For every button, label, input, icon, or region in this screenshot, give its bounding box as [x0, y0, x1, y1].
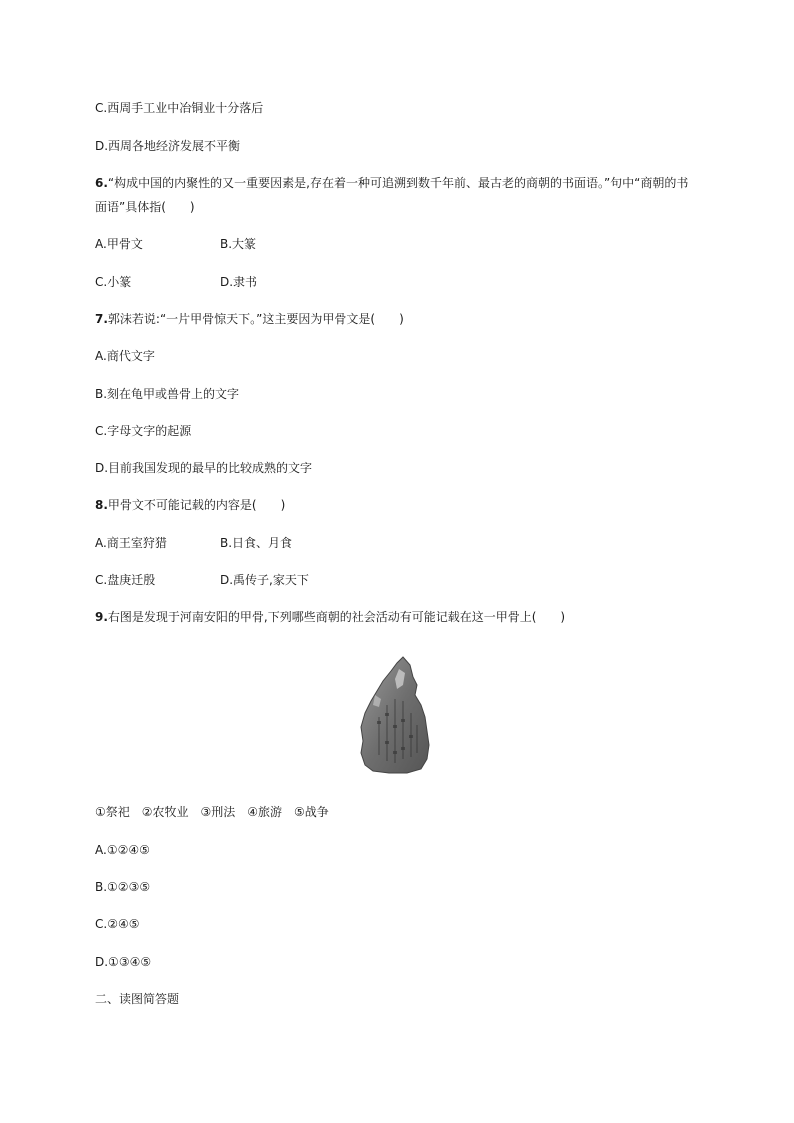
q9-option-b: B.①②③⑤	[95, 880, 151, 894]
q6-stem-line1	[95, 175, 688, 191]
q6-option-b: B.大篆	[220, 237, 257, 251]
q9-option-c: C.②④⑤	[95, 917, 140, 931]
q8-option-c: C.盘庚迁殷	[95, 573, 156, 587]
q7-stem	[95, 311, 404, 327]
q5-option-d: D.西周各地经济发展不平衡	[95, 139, 241, 153]
q5-option-c: C.西周手工业中冶铜业十分落后	[95, 101, 264, 115]
q6-stem-line2: 面语”具体指( )	[95, 200, 195, 214]
q6-number: 6.	[95, 176, 108, 190]
q8-option-a: A.商王室狩猎	[95, 536, 167, 550]
q7-stem-text: 郭沫若说:“一片甲骨惊天下。”这主要因为甲骨文是( )	[107, 312, 404, 326]
oracle-bone-image	[355, 655, 435, 775]
q8-option-b: B.日食、月食	[220, 536, 293, 550]
section-2-title: 二、读图简答题	[95, 992, 180, 1006]
q9-option-d: D.①③④⑤	[95, 955, 152, 969]
q8-option-d: D.禹传子,家天下	[220, 573, 309, 587]
q7-number: 7.	[95, 312, 108, 326]
q6-option-c: C.小篆	[95, 275, 132, 289]
q7-option-a: A.商代文字	[95, 349, 155, 363]
q6-options-row1	[95, 236, 143, 252]
q7-option-c: C.字母文字的起源	[95, 424, 192, 438]
q9-stem	[95, 609, 565, 625]
q9-items: ①祭祀 ②农牧业 ③刑法 ④旅游 ⑤战争	[95, 805, 329, 819]
q9-number: 9.	[95, 610, 108, 624]
q7-option-d: D.目前我国发现的最早的比较成熟的文字	[95, 461, 313, 475]
q8-stem-text: 甲骨文不可能记载的内容是( )	[107, 498, 286, 512]
q7-option-b: B.刻在龟甲或兽骨上的文字	[95, 387, 240, 401]
q9-stem-text: 右图是发现于河南安阳的甲骨,下列哪些商朝的社会活动有可能记载在这一甲骨上( )	[107, 610, 566, 624]
q8-number: 8.	[95, 498, 108, 512]
q6-option-a: A.甲骨文	[95, 237, 143, 251]
q9-option-a: A.①②④⑤	[95, 843, 150, 857]
q6-stem-text: “构成中国的内聚性的又一重要因素是,存在着一种可追溯到数千年前、最古老的商朝的书面语。”句中“商朝的书	[107, 176, 689, 190]
q6-option-d: D.隶书	[220, 275, 258, 289]
q8-stem	[95, 497, 285, 513]
